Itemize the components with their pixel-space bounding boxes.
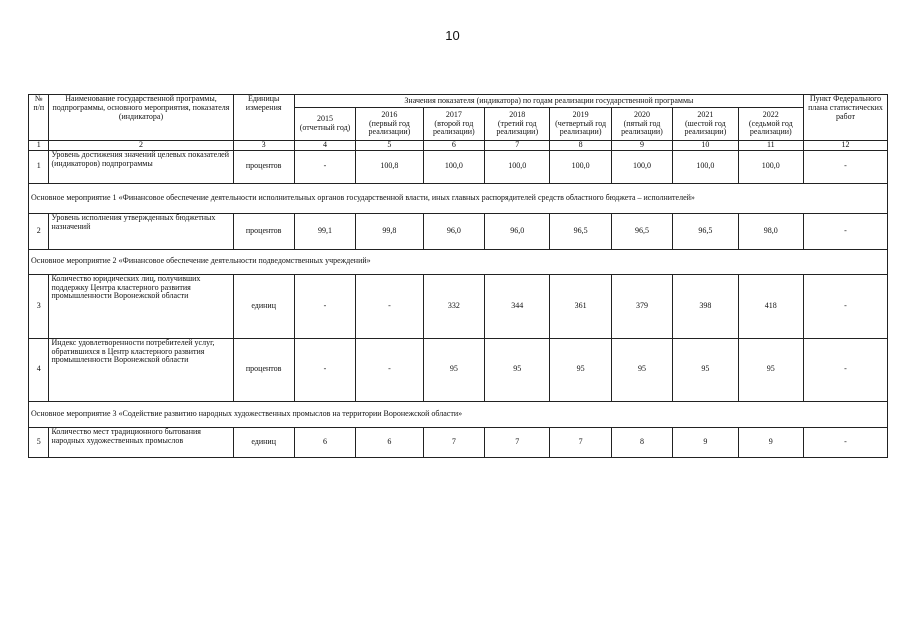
header-year-value: 2021 xyxy=(697,109,714,119)
plan-item-cell: - xyxy=(804,150,888,183)
column-number: 1 xyxy=(29,141,49,151)
value-cell: 398 xyxy=(673,274,738,338)
indicator-name: Количество юридических лиц, получивших поддержку Центра кластерного развития промышленности Воронежской области xyxy=(49,274,233,338)
column-number: 9 xyxy=(611,141,672,151)
header-year-2018 xyxy=(485,108,550,141)
header-year-note: (второй год реализации) xyxy=(432,118,475,137)
column-number: 5 xyxy=(356,141,423,151)
header-year-2016 xyxy=(356,108,423,141)
column-number: 3 xyxy=(233,141,294,151)
value-cell: 7 xyxy=(550,427,611,457)
value-cell: 100,0 xyxy=(611,150,672,183)
plan-item-cell: - xyxy=(804,274,888,338)
value-cell: - xyxy=(356,274,423,338)
header-year-value: 2019 xyxy=(572,109,589,119)
row-number: 1 xyxy=(29,150,49,183)
header-unit: Единицы измерения xyxy=(233,95,294,141)
header-year-2020 xyxy=(611,108,672,141)
column-number: 8 xyxy=(550,141,611,151)
value-cell: - xyxy=(294,150,355,183)
value-cell: 361 xyxy=(550,274,611,338)
value-cell: 99,8 xyxy=(356,213,423,249)
column-number: 6 xyxy=(423,141,484,151)
value-cell: 7 xyxy=(485,427,550,457)
value-cell: 95 xyxy=(423,338,484,401)
value-cell: 9 xyxy=(673,427,738,457)
header-year-2015 xyxy=(294,108,355,141)
table-row xyxy=(29,150,888,183)
value-cell: 6 xyxy=(356,427,423,457)
value-cell: - xyxy=(294,274,355,338)
value-cell: 98,0 xyxy=(738,213,803,249)
row-number: 5 xyxy=(29,427,49,457)
row-number: 2 xyxy=(29,213,49,249)
row-number: 3 xyxy=(29,274,49,338)
value-cell: - xyxy=(294,338,355,401)
header-year-2019 xyxy=(550,108,611,141)
header-year-note: (первый год реализации) xyxy=(368,118,411,137)
value-cell: 95 xyxy=(611,338,672,401)
header-year-note: (седьмой год реализации) xyxy=(748,118,793,137)
value-cell: 379 xyxy=(611,274,672,338)
unit-cell: единиц xyxy=(233,274,294,338)
indicator-name: Индекс удовлетворенности потребителей услуг, обратившихся в Центр кластерного развития промышленности Воронежской области xyxy=(49,338,233,401)
header-year-value: 2016 xyxy=(381,109,398,119)
section-row xyxy=(29,401,888,427)
header-year-2021 xyxy=(673,108,738,141)
unit-cell: процентов xyxy=(233,150,294,183)
value-cell: 6 xyxy=(294,427,355,457)
value-cell: 100,0 xyxy=(738,150,803,183)
section-row xyxy=(29,249,888,274)
section-title: Основное мероприятие 2 «Финансовое обеспечение деятельности подведомственных учреждений» xyxy=(29,249,888,274)
plan-item-cell: - xyxy=(804,213,888,249)
row-number: 4 xyxy=(29,338,49,401)
header-year-value: 2020 xyxy=(633,109,650,119)
unit-cell: единиц xyxy=(233,427,294,457)
column-number: 12 xyxy=(804,141,888,151)
value-cell: 96,0 xyxy=(423,213,484,249)
column-number: 2 xyxy=(49,141,233,151)
indicators-table xyxy=(28,94,888,458)
header-year-note: (третий год реализации) xyxy=(496,118,539,137)
value-cell: 418 xyxy=(738,274,803,338)
column-number: 4 xyxy=(294,141,355,151)
header-year-note: (пятый год реализации) xyxy=(621,118,663,137)
header-year-2022 xyxy=(738,108,803,141)
value-cell: 96,5 xyxy=(673,213,738,249)
table-row xyxy=(29,338,888,401)
header-year-note: (отчетный год) xyxy=(299,123,351,132)
value-cell: 100,0 xyxy=(673,150,738,183)
value-cell: 344 xyxy=(485,274,550,338)
indicator-name: Количество мест традиционного бытования народных художественных промыслов xyxy=(49,427,233,457)
value-cell: - xyxy=(356,338,423,401)
value-cell: 99,1 xyxy=(294,213,355,249)
value-cell: 96,5 xyxy=(550,213,611,249)
value-cell: 95 xyxy=(485,338,550,401)
column-number: 10 xyxy=(673,141,738,151)
indicator-name: Уровень исполнения утвержденных бюджетных назначений xyxy=(49,213,233,249)
table-row xyxy=(29,213,888,249)
indicator-name: Уровень достижения значений целевых показателей (индикаторов) подпрограммы xyxy=(49,150,233,183)
value-cell: 100,0 xyxy=(485,150,550,183)
value-cell: 96,5 xyxy=(611,213,672,249)
value-cell: 95 xyxy=(550,338,611,401)
plan-item-cell: - xyxy=(804,338,888,401)
value-cell: 100,0 xyxy=(423,150,484,183)
value-cell: 7 xyxy=(423,427,484,457)
table-row xyxy=(29,427,888,457)
header-year-note: (шестой год реализации) xyxy=(684,118,727,137)
value-cell: 95 xyxy=(673,338,738,401)
header-year-value: 2017 xyxy=(445,109,462,119)
section-title: Основное мероприятие 3 «Содействие развитию народных художественных промыслов на территории Воронежской области» xyxy=(29,401,888,427)
header-year-note: (четвертый год реализации) xyxy=(555,118,607,137)
value-cell: 100,8 xyxy=(356,150,423,183)
header-values-group: Значения показателя (индикатора) по годам реализации государственной программы xyxy=(294,95,803,108)
column-number: 11 xyxy=(738,141,803,151)
header-year-value: 2015 xyxy=(317,114,334,124)
header-name: Наименование государственной программы, подпрограммы, основного мероприятия, показателя (индикатора) xyxy=(49,95,233,141)
header-year-2017 xyxy=(423,108,484,141)
header-year-value: 2022 xyxy=(762,109,779,119)
plan-item-cell: - xyxy=(804,427,888,457)
value-cell: 95 xyxy=(738,338,803,401)
unit-cell: процентов xyxy=(233,338,294,401)
page-number: 10 xyxy=(445,28,460,43)
header-plan-item: Пункт Федерального плана статистических работ xyxy=(804,95,888,141)
value-cell: 100,0 xyxy=(550,150,611,183)
value-cell: 8 xyxy=(611,427,672,457)
value-cell: 332 xyxy=(423,274,484,338)
table-row xyxy=(29,274,888,338)
unit-cell: процентов xyxy=(233,213,294,249)
value-cell: 96,0 xyxy=(485,213,550,249)
section-row xyxy=(29,183,888,213)
value-cell: 9 xyxy=(738,427,803,457)
section-title: Основное мероприятие 1 «Финансовое обеспечение деятельности исполнительных органов государственной власти, иных главных распорядителей средств областного бюджета – исполнителей» xyxy=(29,183,888,213)
header-no: № п/п xyxy=(29,95,49,141)
column-number: 7 xyxy=(485,141,550,151)
header-year-value: 2018 xyxy=(509,109,526,119)
